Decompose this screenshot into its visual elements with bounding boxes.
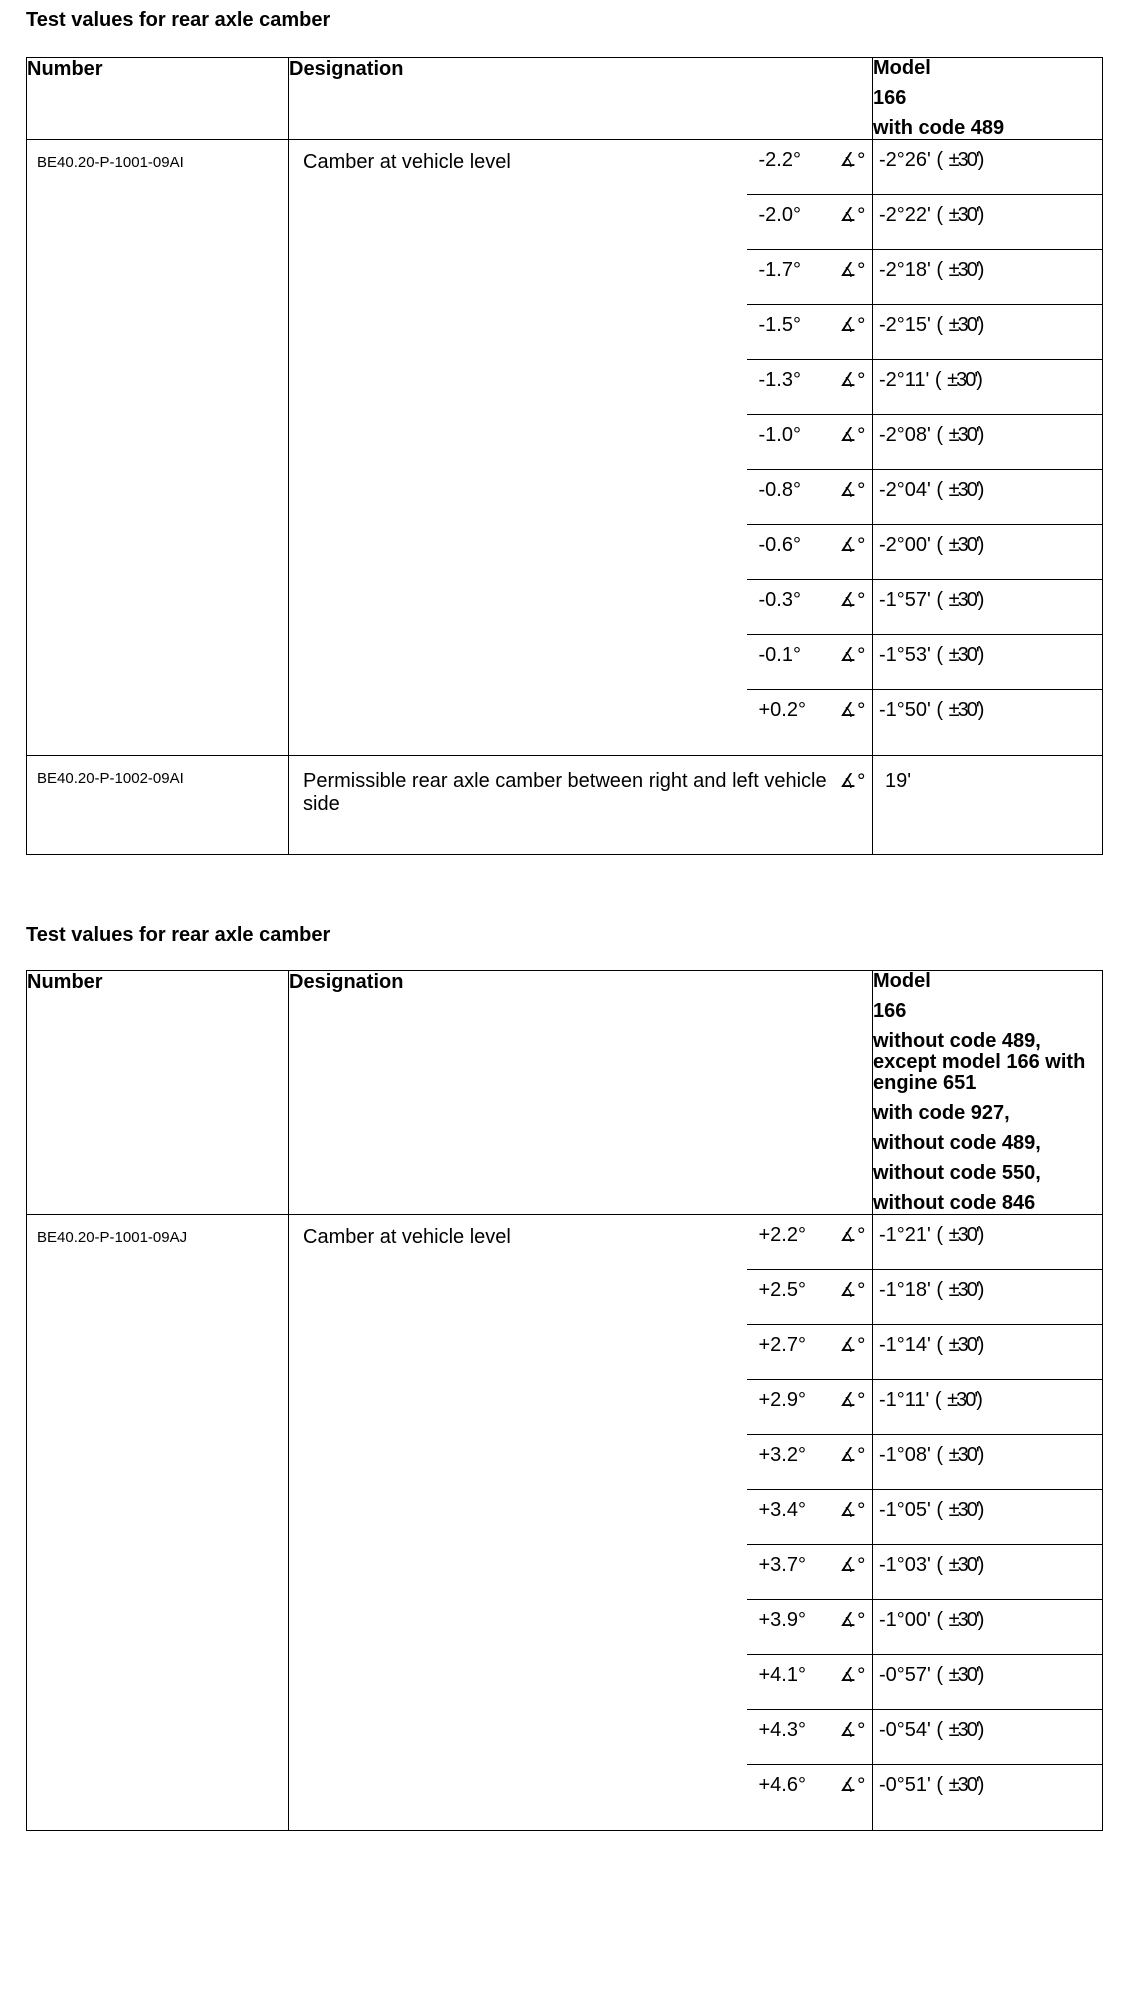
- camber-nominal: -2°11': [879, 369, 930, 391]
- camber-value: -2°00' ( ±30'): [873, 525, 1103, 580]
- camber-tolerance: ±30': [948, 1279, 978, 1301]
- camber-value-row: [27, 1215, 1103, 1270]
- camber-tolerance: ±30': [947, 1389, 977, 1411]
- angle-degree-icon: ∡°: [839, 699, 866, 721]
- row-designation: Permissible rear axle camber between right and left vehicle side: [289, 756, 835, 855]
- vehicle-level-angle: -1.3°: [747, 360, 835, 415]
- angle-degree-icon: [835, 756, 873, 855]
- camber-tolerance: ±30': [948, 1334, 978, 1356]
- camber-table-without-code-489: [26, 970, 1103, 1831]
- angle-degree-icon: [835, 1490, 873, 1545]
- camber-value-row: [27, 140, 1103, 195]
- camber-nominal: -1°53': [879, 644, 931, 666]
- camber-value: -0°51' ( ±30'): [873, 1765, 1103, 1831]
- angle-degree-icon: ∡°: [839, 1279, 866, 1301]
- angle-degree-icon: [835, 525, 873, 580]
- camber-table-code-489: [26, 57, 1103, 855]
- angle-degree-icon: [835, 195, 873, 250]
- camber-tolerance: ±30': [948, 1224, 978, 1246]
- angle-degree-icon: ∡°: [839, 1334, 866, 1356]
- angle-degree-icon: ∡°: [839, 1444, 866, 1466]
- header-number: Number: [27, 58, 289, 140]
- angle-degree-icon: ∡°: [839, 1389, 866, 1411]
- angle-degree-icon: [835, 1270, 873, 1325]
- angle-degree-icon: [835, 1545, 873, 1600]
- angle-degree-icon: ∡°: [839, 1499, 866, 1521]
- row-number: BE40.20-P-1002-09AI: [27, 756, 289, 855]
- camber-value: -1°08' ( ±30'): [873, 1435, 1103, 1490]
- camber-value: -2°04' ( ±30'): [873, 470, 1103, 525]
- camber-tolerance: ±30': [948, 424, 978, 446]
- vehicle-level-angle: -0.3°: [747, 580, 835, 635]
- vehicle-level-angle: -0.8°: [747, 470, 835, 525]
- vehicle-level-angle: -1.5°: [747, 305, 835, 360]
- camber-value: -2°15' ( ±30'): [873, 305, 1103, 360]
- camber-value: -1°18' ( ±30'): [873, 1270, 1103, 1325]
- camber-tolerance: ±30': [948, 259, 978, 281]
- camber-nominal: -0°51': [879, 1774, 931, 1796]
- angle-degree-icon: [835, 305, 873, 360]
- angle-degree-icon: ∡°: [839, 424, 866, 446]
- camber-tolerance: ±30': [948, 534, 978, 556]
- camber-tolerance: ±30': [948, 644, 978, 666]
- camber-tolerance: ±30': [948, 149, 978, 171]
- camber-nominal: -1°00': [879, 1609, 931, 1631]
- camber-nominal: -1°03': [879, 1554, 931, 1576]
- angle-degree-icon: ∡°: [839, 770, 866, 792]
- vehicle-level-angle: -2.0°: [747, 195, 835, 250]
- model-line: Model: [873, 57, 931, 79]
- model-line: with code 489: [873, 117, 1005, 139]
- header-model: [873, 58, 1103, 140]
- camber-value: -1°11' ( ±30'): [873, 1380, 1103, 1435]
- angle-degree-icon: [835, 690, 873, 756]
- vehicle-level-angle: +4.6°: [747, 1765, 835, 1831]
- row-number: BE40.20-P-1001-09AI: [27, 140, 289, 756]
- camber-tolerance: ±30': [948, 1719, 978, 1741]
- camber-value: -2°26' ( ±30'): [873, 140, 1103, 195]
- angle-degree-icon: [835, 1710, 873, 1765]
- camber-nominal: -0°57': [879, 1664, 931, 1686]
- vehicle-level-angle: -1.0°: [747, 415, 835, 470]
- angle-degree-icon: [835, 1435, 873, 1490]
- camber-value: -1°05' ( ±30'): [873, 1490, 1103, 1545]
- camber-value: -2°22' ( ±30'): [873, 195, 1103, 250]
- vehicle-level-angle: +2.9°: [747, 1380, 835, 1435]
- section-title: Test values for rear axle camber: [26, 9, 331, 31]
- camber-tolerance: ±30': [948, 314, 978, 336]
- camber-value: -2°08' ( ±30'): [873, 415, 1103, 470]
- row-designation: Camber at vehicle level: [289, 140, 747, 756]
- camber-tolerance: ±30': [948, 699, 978, 721]
- camber-nominal: -1°14': [879, 1334, 931, 1356]
- vehicle-level-angle: +2.2°: [747, 1215, 835, 1270]
- vehicle-level-angle: -2.2°: [747, 140, 835, 195]
- camber-nominal: -1°21': [879, 1224, 931, 1246]
- camber-value: -2°11' ( ±30'): [873, 360, 1103, 415]
- vehicle-level-angle: +2.5°: [747, 1270, 835, 1325]
- model-line: 166: [873, 87, 907, 109]
- model-line: without code 489, except model 166 with engine 651: [873, 1030, 1086, 1094]
- camber-value: -1°00' ( ±30'): [873, 1600, 1103, 1655]
- vehicle-level-angle: +2.7°: [747, 1325, 835, 1380]
- angle-degree-icon: [835, 1215, 873, 1270]
- camber-value: -1°21' ( ±30'): [873, 1215, 1103, 1270]
- camber-nominal: -2°08': [879, 424, 931, 446]
- angle-degree-icon: [835, 1380, 873, 1435]
- vehicle-level-angle: +3.9°: [747, 1600, 835, 1655]
- camber-nominal: -1°57': [879, 589, 931, 611]
- camber-nominal: -1°08': [879, 1444, 931, 1466]
- camber-value: -0°54' ( ±30'): [873, 1710, 1103, 1765]
- camber-tolerance: ±30': [948, 589, 978, 611]
- angle-degree-icon: ∡°: [839, 1224, 866, 1246]
- camber-nominal: -2°18': [879, 259, 931, 281]
- angle-degree-icon: [835, 250, 873, 305]
- camber-nominal: -0°54': [879, 1719, 931, 1741]
- angle-degree-icon: ∡°: [839, 204, 866, 226]
- angle-degree-icon: [835, 140, 873, 195]
- angle-degree-icon: ∡°: [839, 369, 866, 391]
- angle-degree-icon: ∡°: [839, 259, 866, 281]
- vehicle-level-angle: +0.2°: [747, 690, 835, 756]
- angle-degree-icon: [835, 1325, 873, 1380]
- camber-value: -1°57' ( ±30'): [873, 580, 1103, 635]
- angle-degree-icon: ∡°: [839, 1609, 866, 1631]
- angle-degree-icon: ∡°: [839, 314, 866, 336]
- camber-value: -0°57' ( ±30'): [873, 1655, 1103, 1710]
- camber-nominal: -2°15': [879, 314, 931, 336]
- angle-degree-icon: [835, 1765, 873, 1831]
- camber-tolerance: ±30': [948, 204, 978, 226]
- model-line: without code 846: [873, 1192, 1036, 1214]
- angle-degree-icon: ∡°: [839, 589, 866, 611]
- angle-degree-icon: [835, 360, 873, 415]
- angle-degree-icon: ∡°: [839, 479, 866, 501]
- angle-degree-icon: ∡°: [839, 1664, 866, 1686]
- table-header-row: [27, 58, 1103, 140]
- angle-degree-icon: ∡°: [839, 1719, 866, 1741]
- angle-degree-icon: ∡°: [839, 644, 866, 666]
- vehicle-level-angle: -0.6°: [747, 525, 835, 580]
- vehicle-level-angle: -0.1°: [747, 635, 835, 690]
- camber-tolerance: ±30': [948, 1499, 978, 1521]
- camber-tolerance: ±30': [948, 1664, 978, 1686]
- vehicle-level-angle: +4.1°: [747, 1655, 835, 1710]
- vehicle-level-angle: +3.7°: [747, 1545, 835, 1600]
- header-model: [873, 971, 1103, 1215]
- angle-degree-icon: ∡°: [839, 149, 866, 171]
- model-line: 166: [873, 1000, 907, 1022]
- model-line: without code 489,: [873, 1132, 1041, 1154]
- camber-nominal: -1°05': [879, 1499, 931, 1521]
- camber-tolerance: ±30': [948, 479, 978, 501]
- camber-tolerance: ±30': [947, 369, 977, 391]
- header-designation: Designation: [289, 58, 873, 140]
- header-designation: Designation: [289, 971, 873, 1215]
- camber-tolerance: ±30': [948, 1554, 978, 1576]
- camber-tolerance: ±30': [948, 1609, 978, 1631]
- angle-degree-icon: [835, 1655, 873, 1710]
- row-designation: Camber at vehicle level: [289, 1215, 747, 1831]
- angle-degree-icon: [835, 470, 873, 525]
- vehicle-level-angle: +3.4°: [747, 1490, 835, 1545]
- model-line: without code 550,: [873, 1162, 1041, 1184]
- camber-nominal: -1°18': [879, 1279, 931, 1301]
- camber-nominal: -2°04': [879, 479, 931, 501]
- camber-nominal: -1°50': [879, 699, 931, 721]
- angle-degree-icon: ∡°: [839, 1774, 866, 1796]
- camber-nominal: -2°00': [879, 534, 931, 556]
- camber-value: -1°14' ( ±30'): [873, 1325, 1103, 1380]
- angle-degree-icon: [835, 1600, 873, 1655]
- angle-degree-icon: [835, 580, 873, 635]
- camber-value: -1°53' ( ±30'): [873, 635, 1103, 690]
- header-number: Number: [27, 971, 289, 1215]
- row-number: BE40.20-P-1001-09AJ: [27, 1215, 289, 1831]
- angle-degree-icon: ∡°: [839, 534, 866, 556]
- camber-nominal: -1°11': [879, 1389, 930, 1411]
- model-line: Model: [873, 970, 931, 992]
- camber-value: -2°18' ( ±30'): [873, 250, 1103, 305]
- camber-nominal: -2°22': [879, 204, 931, 226]
- vehicle-level-angle: -1.7°: [747, 250, 835, 305]
- camber-value: -1°03' ( ±30'): [873, 1545, 1103, 1600]
- permissible-camber-row: [27, 756, 1103, 855]
- angle-degree-icon: [835, 415, 873, 470]
- camber-tolerance: ±30': [948, 1774, 978, 1796]
- camber-nominal: -2°26': [879, 149, 931, 171]
- permissible-camber-value: 19': [873, 756, 1103, 855]
- angle-degree-icon: [835, 635, 873, 690]
- table-header-row: [27, 971, 1103, 1215]
- vehicle-level-angle: +3.2°: [747, 1435, 835, 1490]
- vehicle-level-angle: +4.3°: [747, 1710, 835, 1765]
- model-line: with code 927,: [873, 1102, 1010, 1124]
- angle-degree-icon: ∡°: [839, 1554, 866, 1576]
- camber-value: -1°50' ( ±30'): [873, 690, 1103, 756]
- camber-tolerance: ±30': [948, 1444, 978, 1466]
- section-title: Test values for rear axle camber: [26, 924, 331, 946]
